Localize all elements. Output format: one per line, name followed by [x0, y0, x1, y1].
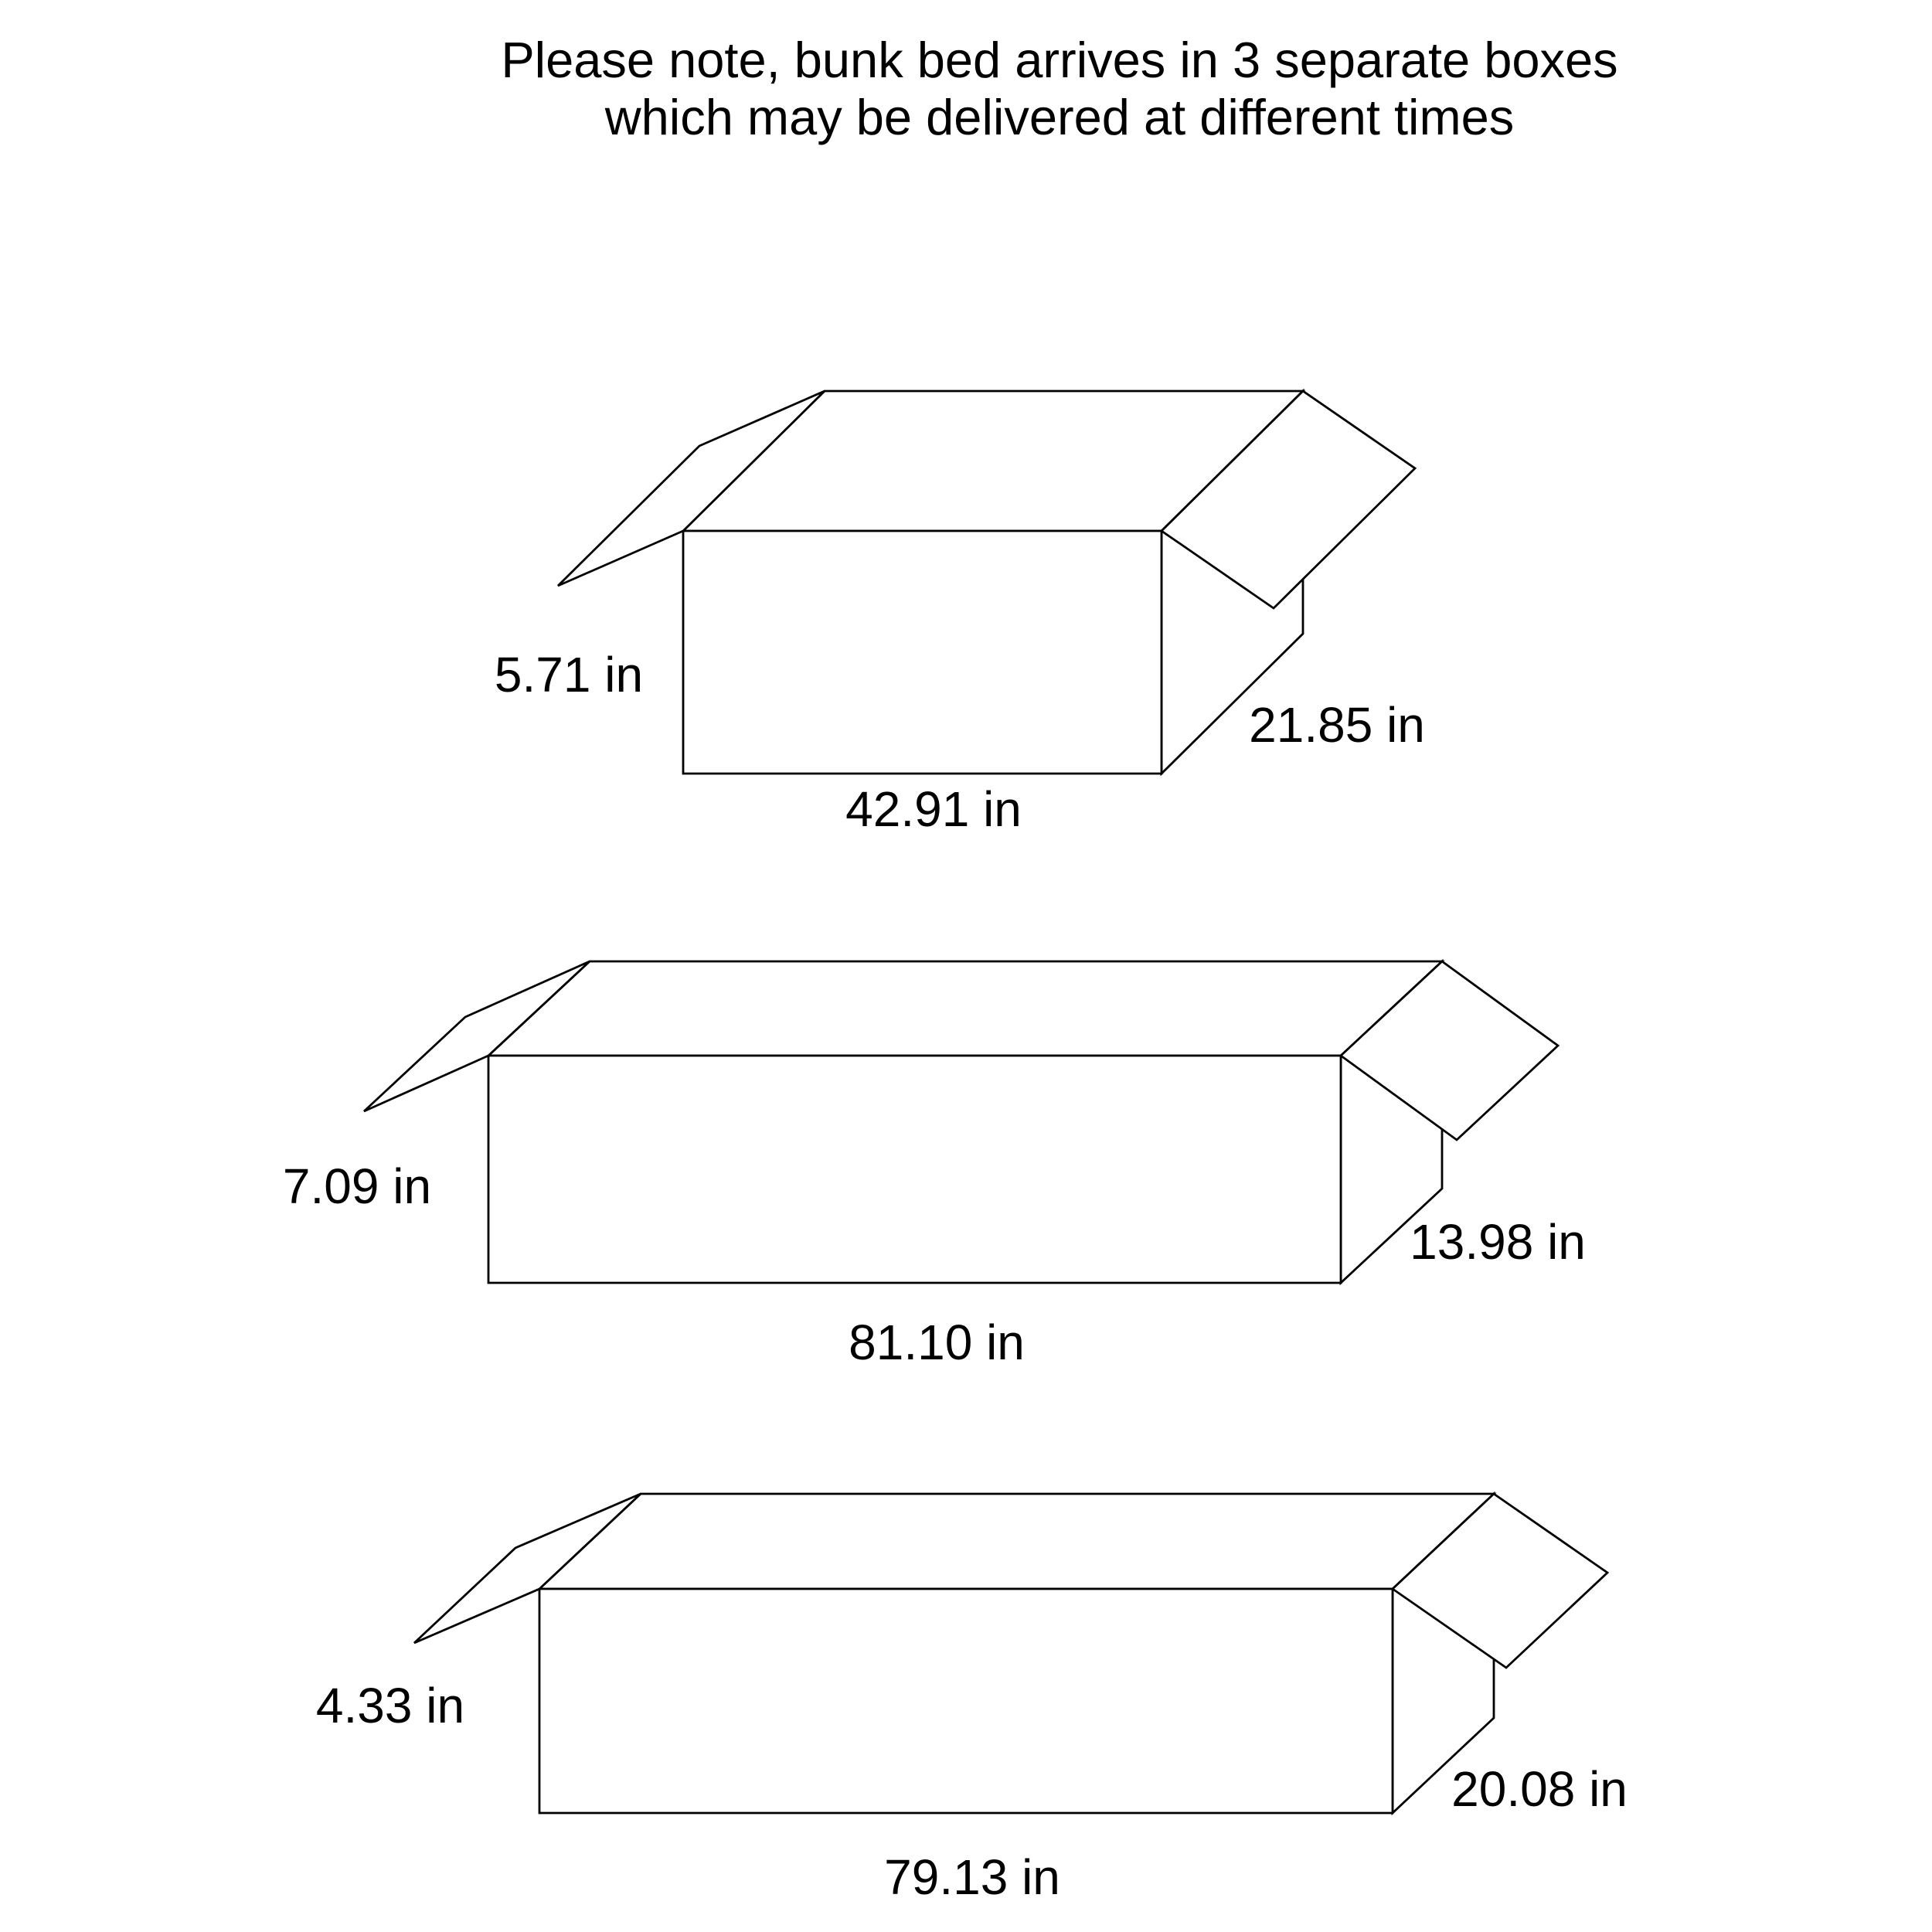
box-1-drawing	[495, 391, 1425, 837]
box-3-depth-label: 20.08 in	[1451, 1761, 1628, 1817]
title-line-1: Please note, bunk bed arrives in 3 separate boxes	[501, 32, 1618, 88]
box-2-width-label: 81.10 in	[849, 1315, 1025, 1370]
box-1-width-label: 42.91 in	[845, 781, 1022, 837]
box-1-depth-label: 21.85 in	[1249, 697, 1425, 753]
box-2-top-opening	[488, 961, 1442, 1056]
box-2-front-face	[488, 1056, 1341, 1283]
box-3-height-label: 4.33 in	[315, 1678, 465, 1733]
title-line-2: which may be delivered at different times	[604, 89, 1515, 145]
box-2-height-label: 7.09 in	[282, 1158, 432, 1214]
box-3-front-face	[539, 1589, 1393, 1813]
box-2-drawing	[283, 961, 1586, 1370]
box-3-top-opening	[539, 1494, 1494, 1589]
box-2-depth-label: 13.98 in	[1410, 1214, 1586, 1270]
box-1-front-face	[683, 531, 1162, 774]
box-3-drawing	[316, 1494, 1628, 1905]
box-3-width-label: 79.13 in	[884, 1849, 1060, 1905]
box-1-height-label: 5.71 in	[494, 647, 644, 702]
